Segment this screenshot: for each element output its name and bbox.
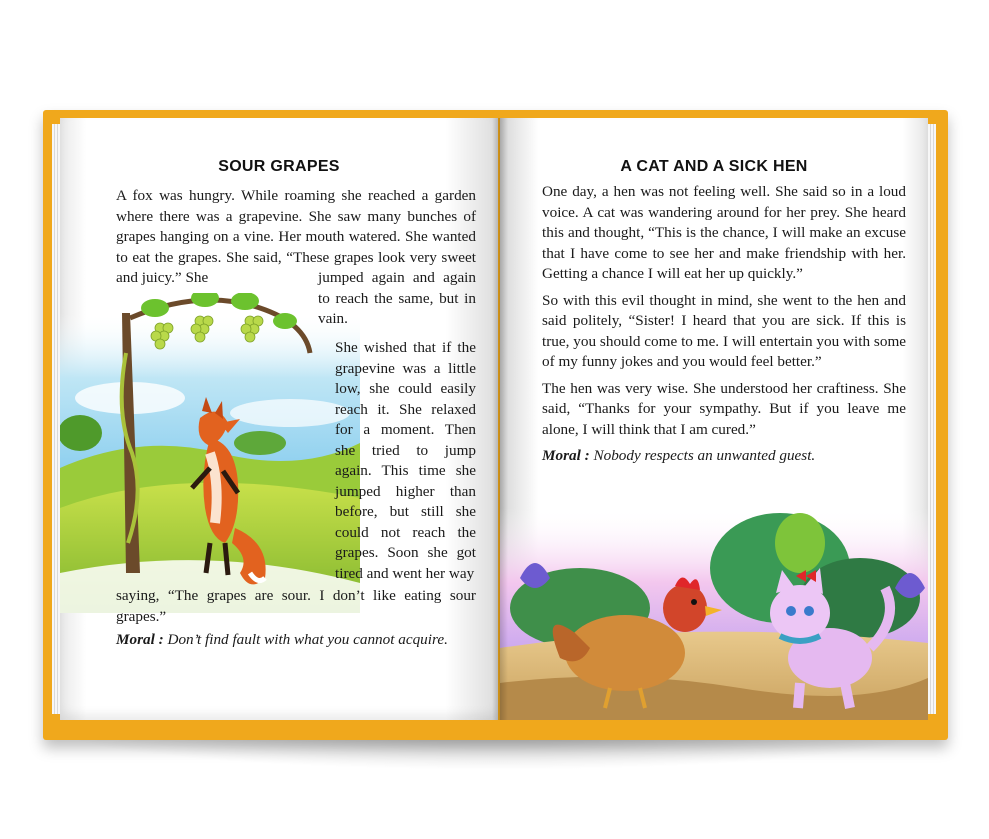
page-edges-right	[928, 124, 936, 714]
story-text: jumped again and again to reach the same, but in vain.	[318, 269, 476, 327]
story-paragraph: The hen was very wise. She understood her craftiness. She said, “Thanks for your sympathy. But if you leave me alone, I will think that I am cured.”	[542, 379, 906, 438]
moral-line	[116, 630, 476, 651]
moral-label: Moral :	[542, 447, 590, 464]
moral-text: Don’t find fault with what you cannot acquire.	[167, 631, 448, 648]
story-paragraph: One day, a hen was not feeling well. She said so in a loud voice. A cat was wandering around for her prey. She heard this and thought, “This is the chance, I will make an excuse that I have come to see her and make friendship with her. Getting a chance I will eat her up quickly.”	[542, 183, 906, 282]
left-page	[60, 118, 498, 720]
moral-text: Nobody respects an unwanted guest.	[593, 447, 816, 464]
moral-label: Moral :	[116, 631, 164, 648]
story-paragraph: So with this evil thought in mind, she went to the hen and said politely, “Sister! I heard that you are sick. If this is true, you should come to me. I will entertain you with some of my funny jokes and you would feel better.”	[542, 291, 906, 370]
story-title-sour-grapes: SOUR GRAPES	[218, 158, 340, 175]
page-edges-left	[52, 124, 60, 714]
book-gutter	[492, 118, 508, 720]
cat-and-hen-illustration	[500, 508, 928, 720]
story-body	[542, 182, 906, 473]
moral-line	[542, 446, 906, 467]
story-title-cat-and-sick-hen: A CAT AND A SICK HEN	[620, 158, 808, 175]
story-paragraph: She wished that if the grapevine was a little low, she could easily reach it. She relaxed for a moment. Then she tried to jump again. This time she jumped higher than before, but still she could not reach the grapes. Soon she got tired and went her way	[335, 339, 476, 582]
story-paragraph	[318, 268, 476, 330]
story-paragraph: A fox was hungry. While roaming she reached a garden where there was a grapevine. She saw many bunches of grapes hanging on a vine. Her mouth watered. She wanted to eat the grapes. She said, “These grapes look very sweet and juicy.” She	[116, 187, 476, 286]
story-paragraph: saying, “The grapes are sour. I don’t like eating sour grapes.”	[116, 587, 476, 625]
right-page	[500, 118, 928, 720]
fox-and-grapes-illustration	[60, 293, 360, 613]
